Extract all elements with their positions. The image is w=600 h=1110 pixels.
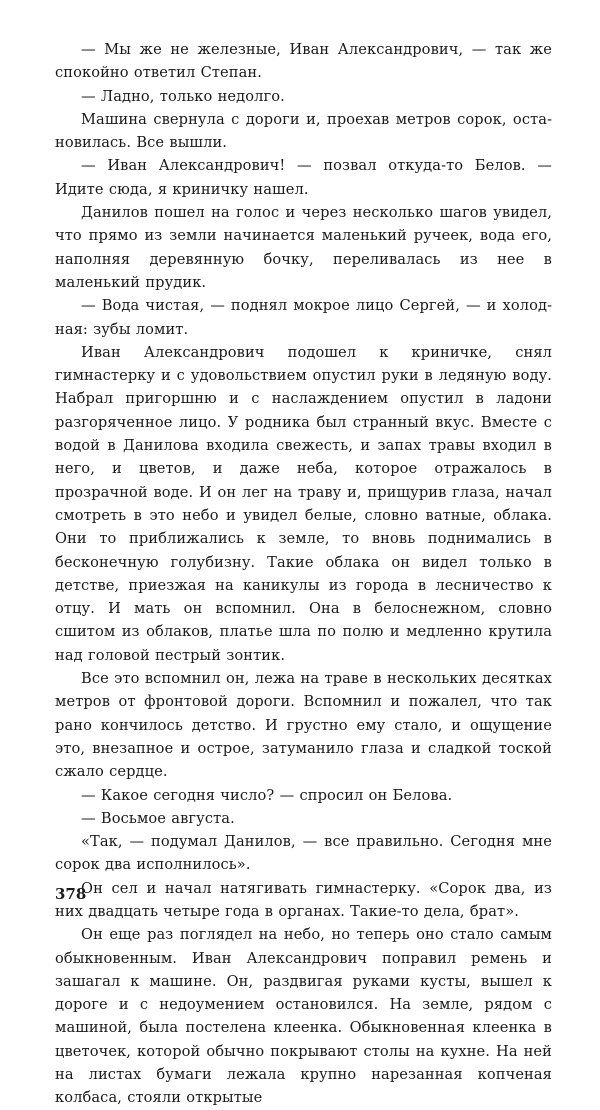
paragraph: Он сел и начал натягивать гимнастерку. «Сорок два, из них двадцать четыре года в органах. Такие-то дела, брат».: [55, 879, 552, 920]
book-page-text: [55, 38, 552, 1110]
page-number: 378: [55, 885, 87, 903]
paragraph: — Какое сегодня число? — спросил он Белова.: [81, 786, 453, 804]
paragraph: Данилов пошел на голос и через несколько шагов увидел, что прямо из земли начинается маленький ручеек, вода его, наполняя деревянную бочку, переливалась из нее в маленький прудик.: [55, 204, 552, 291]
paragraph: «Так, — подумал Данилов, — все правильно. Сегодня мне сорок два исполнилось».: [55, 833, 552, 874]
paragraph: — Восьмое августа.: [81, 809, 235, 827]
paragraph: — Иван Александрович! — позвал откуда-то Белов. — Идите сюда, я криничку нашел.: [55, 157, 552, 198]
paragraph: Иван Александрович подошел к криничке, снял гимнастерку и с удовольствием опустил руки в ледяную воду. Набрал пригоршню и с наслаждением опустил в ладони разгоряченное лицо. У родника был странный вкус. Вместе с водой в Данилова входила свежесть, и запах травы входил в него, и цветов, и даже неба, которое отражалось в прозрачной воде. И он лег на траву и, прищурив глаза, начал смотреть в это небо и увидел белые, словно ватные, облака. Они то приближались к земле, то вновь поднимались в бесконечную голубизну. Такие облака он видел только в детстве, приезжая на каникулы из города в лесничество к отцу. И мать он вспомнил. Она в белоснежном, словно сшитом из облаков, платье шла по полю и медленно крутила над головой пестрый зонтик.: [55, 343, 552, 664]
paragraph: Он еще раз поглядел на небо, но теперь оно стало самым обыкновенным. Иван Александрович поправил ремень и зашагал к машине. Он, раздвигая руками кусты, вышел к дороге и с недоумением остановился. На земле, рядом с машиной, была постелена клеенка. Обыкновенная клеенка в цветочек, которой обычно покрывают столы на кухне. На ней на листах бумаги лежала крупно нарезанная копченая колбаса, стояли открытые: [55, 926, 552, 1107]
paragraph: — Вода чистая, — поднял мокрое лицо Сергей, — и холодная: зубы ломит.: [55, 297, 552, 338]
paragraph: — Мы же не железные, Иван Александрович, — так же спокойно ответил Степан.: [55, 41, 552, 82]
paragraph: Машина свернула с дороги и, проехав метров сорок, остановилась. Все вышли.: [55, 110, 552, 152]
paragraph: — Ладно, только недолго.: [81, 87, 285, 105]
paragraph: Все это вспомнил он, лежа на траве в нескольких десятках метров от фронтовой дороги. Вспомнил и пожалел, что так рано кончилось детство. И грустно ему стало, и ощущение это, внезапное и острое, затуманило глаза и сладкой тоской сжало сердце.: [55, 670, 552, 781]
